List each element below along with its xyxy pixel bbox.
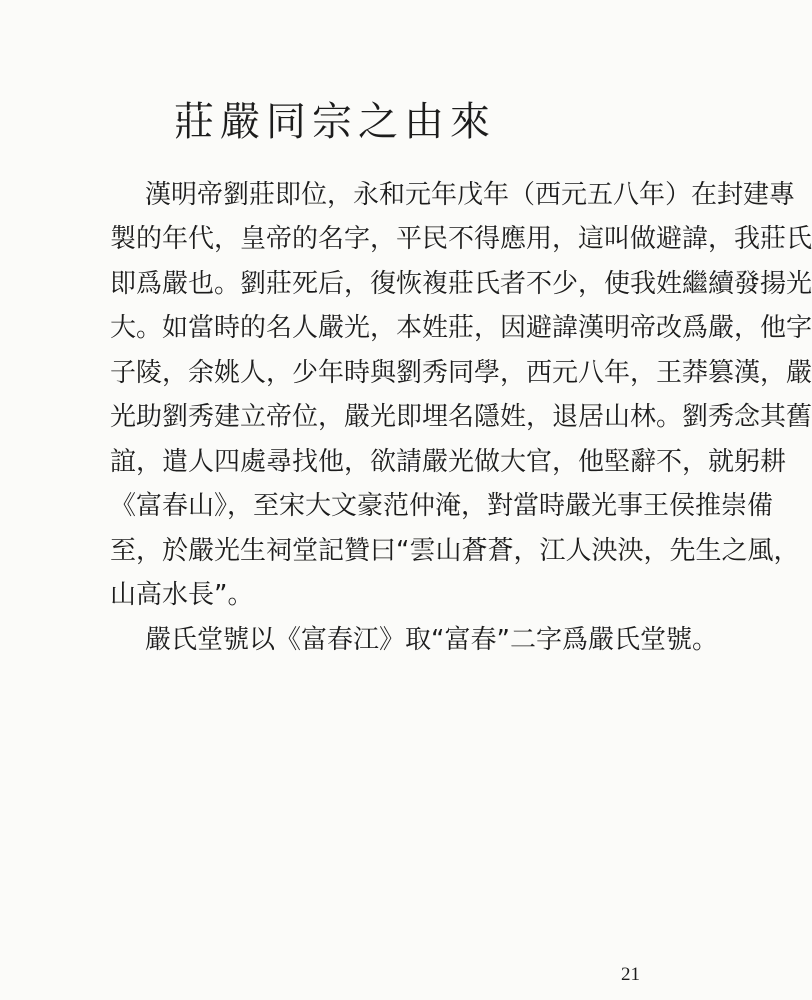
page-title: 莊嚴同宗之由來 [174, 99, 496, 145]
text-line: 製的年代，皇帝的名字，平民不得應用，這叫做避諱，我莊氏 [110, 224, 812, 254]
page-number: 21 [621, 964, 640, 985]
text-line: 嚴氏堂號以《富春江》取“富春”二字爲嚴氏堂號。 [145, 625, 718, 655]
text-line: 漢明帝劉莊即位，永和元年戊年（西元五八年）在封建專 [145, 180, 796, 210]
text-line: 子陵，余姚人，少年時與劉秀同學，西元八年，王莽篡漢，嚴 [110, 358, 812, 388]
text-line: 光助劉秀建立帝位，嚴光即埋名隱姓，退居山林。劉秀念其舊 [110, 402, 812, 432]
text-line: 《富春山》，至宋大文豪范仲淹，對當時嚴光事王侯推崇備 [110, 491, 774, 521]
text-line: 即爲嚴也。劉莊死后，復恢複莊氏者不少，使我姓繼續發揚光 [110, 269, 812, 299]
text-line: 誼，遣人四處尋找他，欲請嚴光做大官，他堅辭不，就躬耕 [110, 447, 787, 477]
text-line: 至，於嚴光生祠堂記贊曰“雲山蒼蒼，江人泱泱，先生之風， [110, 536, 800, 566]
text-line: 大。如當時的名人嚴光，本姓莊，因避諱漢明帝改爲嚴，他字 [110, 313, 812, 343]
text-line: 山高水長”。 [110, 580, 254, 610]
